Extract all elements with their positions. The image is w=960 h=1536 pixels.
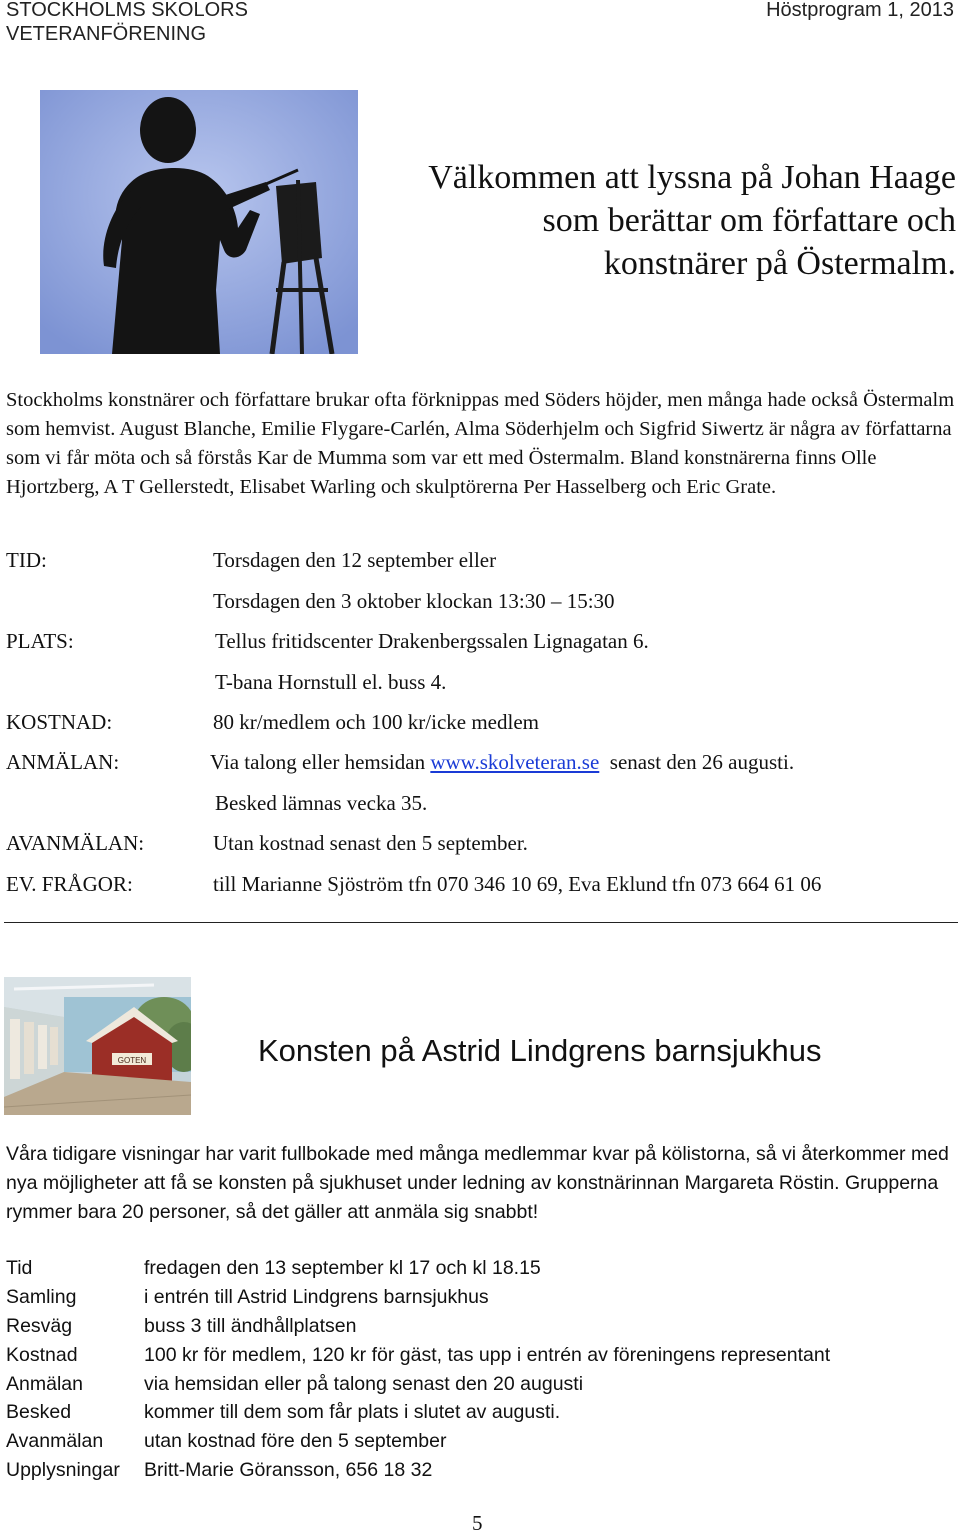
detail-value: via hemsidan eller på talong senast den 20 augusti	[144, 1373, 584, 1395]
org-name-line1: STOCKHOLMS SKOLORS	[6, 0, 248, 21]
anmalan-value-2: Besked lämnas vecka 35.	[215, 791, 428, 815]
detail-label: Resväg	[6, 1315, 73, 1337]
detail-value: buss 3 till ändhållplatsen	[144, 1315, 357, 1337]
event1-welcome-heading	[370, 156, 956, 285]
anmalan-suffix: senast den 26 augusti.	[609, 750, 795, 774]
welcome-line-2: som berättar om författare och	[542, 202, 956, 239]
page-number: 5	[472, 1511, 483, 1535]
tid-value-1: Torsdagen den 12 september eller	[213, 548, 497, 572]
detail-value: i entrén till Astrid Lindgrens barnsjukhus	[144, 1286, 489, 1308]
corridor-sign-text: GOTEN	[117, 1056, 147, 1065]
kostnad-label: KOSTNAD:	[6, 710, 113, 734]
detail-value: Britt-Marie Göransson, 656 18 32	[144, 1459, 433, 1481]
detail-label: Anmälan	[6, 1373, 83, 1395]
painter-silhouette-image	[40, 90, 358, 354]
detail-label: Avanmälan	[6, 1430, 104, 1452]
anmalan-label: ANMÄLAN:	[6, 750, 120, 774]
org-name-line2: VETERANFÖRENING	[6, 23, 207, 45]
hospital-corridor-graphic	[4, 977, 191, 1115]
anmalan-value	[210, 749, 794, 775]
avanmalan-label: AVANMÄLAN:	[6, 831, 145, 855]
painter-silhouette-graphic	[40, 90, 358, 354]
event2-description: Våra tidigare visningar har varit fullbokade med många medlemmar kvar på kölistorna, så vi återkommer med nya möjligheter att få se konsten på sjukhuset under ledning av konstnärinnan Margareta Röstin. Grupperna rymmer bara 20 personer, så det gäller att anmäla sig snabbt!	[6, 1143, 949, 1223]
welcome-line-3: konstnärer på Östermalm.	[603, 245, 956, 282]
hospital-corridor-image	[4, 977, 191, 1115]
program-title: Höstprogram 1, 2013	[766, 0, 954, 21]
avanmalan-value: Utan kostnad senast den 5 september.	[213, 831, 528, 855]
detail-value: utan kostnad före den 5 september	[144, 1430, 447, 1452]
section-divider	[4, 922, 958, 923]
anmalan-prefix: Via talong eller hemsidan	[210, 750, 426, 774]
detail-label: Tid	[6, 1257, 33, 1279]
tid-label: TID:	[6, 548, 47, 572]
detail-label: Samling	[6, 1286, 77, 1308]
detail-label: Upplysningar	[6, 1459, 120, 1481]
detail-value: fredagen den 13 september kl 17 och kl 18.15	[144, 1257, 541, 1279]
event1-description: Stockholms konstnärer och författare brukar ofta förknippas med Söders höjder, men många hade också Östermalm som hemvist. August Blanche, Emilie Flygare-Carlén, Alma Söderhjelm och Sigfrid Siwertz är några av författarna som vi får möta och så förstås Kar de Mumma som var ett med Östermalm. Bland konstnärerna finns Olle Hjortzberg, A T Gellerstedt, Elisabet Warling och skulptörerna Per Hasselberg och Eric Grate.	[6, 389, 955, 498]
detail-label: Kostnad	[6, 1344, 78, 1366]
plats-label: PLATS:	[6, 629, 74, 653]
detail-label: Besked	[6, 1401, 72, 1423]
plats-value-1: Tellus fritidscenter Drakenbergssalen Lignagatan 6.	[215, 629, 649, 653]
fragor-label: EV. FRÅGOR:	[6, 872, 133, 896]
welcome-line-1: Välkommen att lyssna på Johan Haage	[428, 159, 956, 196]
org-name	[6, 0, 248, 46]
detail-value: kommer till dem som får plats i slutet av augusti.	[144, 1401, 561, 1423]
skolveteran-link[interactable]: www.skolveteran.se	[430, 750, 600, 774]
detail-value: 100 kr för medlem, 120 kr för gäst, tas upp i entrén av föreningens representant	[144, 1344, 831, 1366]
kostnad-value: 80 kr/medlem och 100 kr/icke medlem	[213, 710, 539, 734]
event2-title: Konsten på Astrid Lindgrens barnsjukhus	[258, 1033, 822, 1068]
tid-value-2: Torsdagen den 3 oktober klockan 13:30 – 15:30	[213, 589, 615, 613]
plats-value-2: T-bana Hornstull el. buss 4.	[215, 670, 447, 694]
fragor-value: till Marianne Sjöström tfn 070 346 10 69, Eva Eklund tfn 073 664 61 06	[213, 872, 822, 896]
